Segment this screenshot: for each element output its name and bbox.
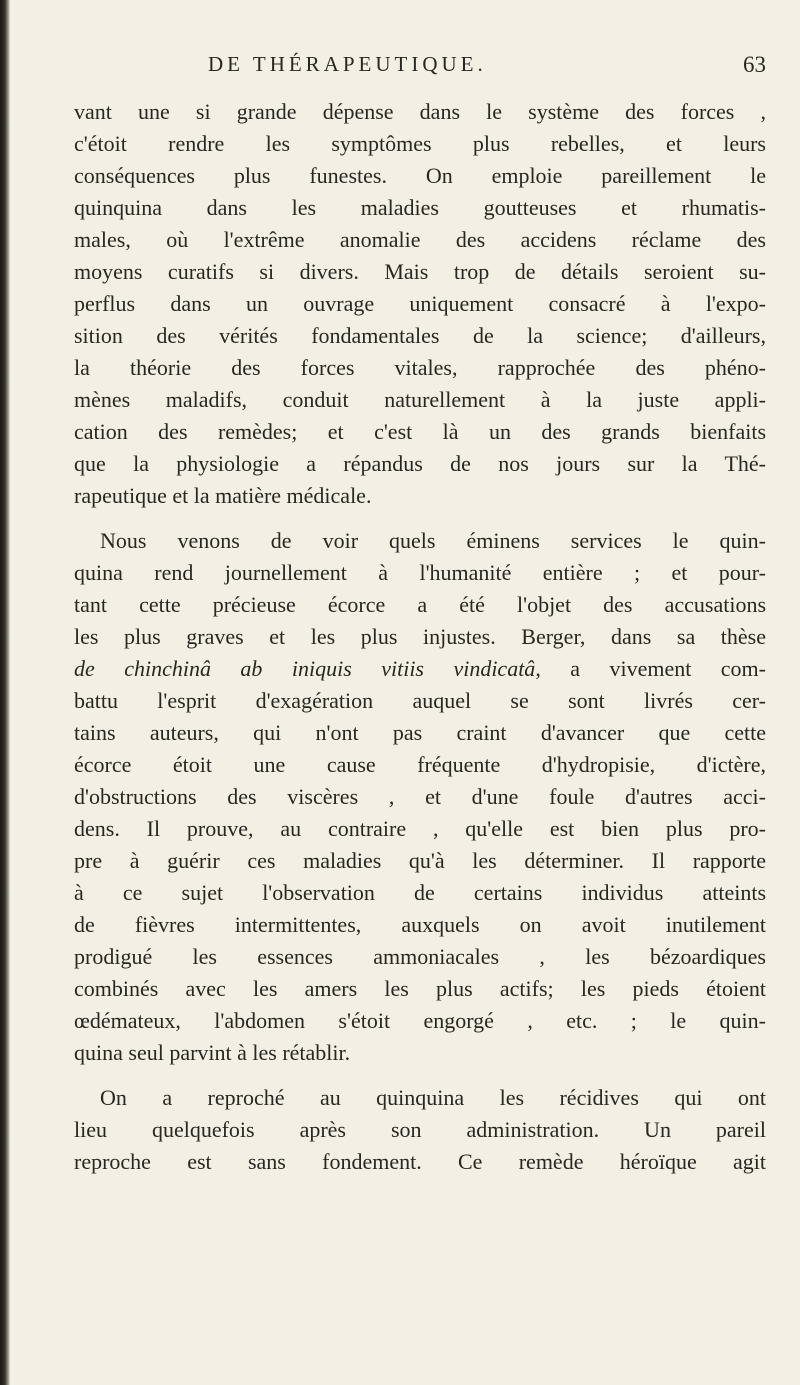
text-line: la théorie des forces vitales, rapprochée des phéno- <box>74 355 766 380</box>
text-line: vant une si grande dépense dans le système des forces , <box>74 99 766 124</box>
text-line: tant cette précieuse écorce a été l'objet des accusations <box>74 592 766 617</box>
text-line: à ce sujet l'observation de certains individus atteints <box>74 880 766 905</box>
text-line: moyens curatifs si divers. Mais trop de détails seroient su- <box>74 259 766 284</box>
text-line: les plus graves et les plus injustes. Berger, dans sa thèse <box>74 624 766 649</box>
text-line: que la physiologie a répandus de nos jours sur la Thé- <box>74 451 766 476</box>
text-line: lieu quelquefois après son administration. Un pareil <box>74 1117 766 1142</box>
page-binding-edge <box>0 0 10 1385</box>
page-number: 63 <box>743 52 766 77</box>
running-title: DE THÉRAPEUTIQUE. <box>208 52 487 76</box>
text-line: tains auteurs, qui n'ont pas craint d'avancer que cette <box>74 720 766 745</box>
text-line: quinquina dans les maladies goutteuses et rhumatis- <box>74 195 766 220</box>
text-line: de chinchinâ ab iniquis vitiis vindicatâ, a vivement com- <box>74 656 766 681</box>
paragraph <box>74 525 766 1069</box>
page-header <box>74 52 766 92</box>
text-line: combinés avec les amers les plus actifs; les pieds étoient <box>74 976 766 1001</box>
text-line: perflus dans un ouvrage uniquement consacré à l'expo- <box>74 291 766 316</box>
latin-title: de chinchinâ ab iniquis vitiis vindicatâ <box>74 656 536 681</box>
text-line: mènes maladifs, conduit naturellement à la juste appli- <box>74 387 766 412</box>
text-line: de fièvres intermittentes, auxquels on avoit inutilement <box>74 912 766 937</box>
text-line: dens. Il prouve, au contraire , qu'elle est bien plus pro- <box>74 816 766 841</box>
text-line: d'obstructions des viscères , et d'une foule d'autres acci- <box>74 784 766 809</box>
paragraph-gap <box>74 1069 766 1082</box>
paragraph <box>74 96 766 512</box>
text-line: œdémateux, l'abdomen s'étoit engorgé , etc. ; le quin- <box>74 1008 766 1033</box>
paragraph <box>74 1082 766 1178</box>
text-line: sition des vérités fondamentales de la science; d'ailleurs, <box>74 323 766 348</box>
text-line: On a reproché au quinquina les récidives qui ont <box>100 1085 766 1110</box>
body-text <box>74 96 766 1178</box>
text-line: battu l'esprit d'exagération auquel se sont livrés cer- <box>74 688 766 713</box>
text-line: quina seul parvint à les rétablir. <box>74 1040 351 1065</box>
text-line: écorce étoit une cause fréquente d'hydropisie, d'ictère, <box>74 752 766 777</box>
text-line: prodigué les essences ammoniacales , les bézoardiques <box>74 944 766 969</box>
text-line: pre à guérir ces maladies qu'à les déterminer. Il rapporte <box>74 848 766 873</box>
text-line: conséquences plus funestes. On emploie pareillement le <box>74 163 766 188</box>
text-line: cation des remèdes; et c'est là un des grands bienfaits <box>74 419 766 444</box>
text-line: males, où l'extrême anomalie des accidens réclame des <box>74 227 766 252</box>
text-line: reproche est sans fondement. Ce remède héroïque agit <box>74 1149 766 1174</box>
text-line: Nous venons de voir quels éminens services le quin- <box>100 528 766 553</box>
text-line: rapeutique et la matière médicale. <box>74 483 372 508</box>
paragraph-gap <box>74 512 766 525</box>
text-line: quina rend journellement à l'humanité entière ; et pour- <box>74 560 766 585</box>
text-line: c'étoit rendre les symptômes plus rebelles, et leurs <box>74 131 766 156</box>
